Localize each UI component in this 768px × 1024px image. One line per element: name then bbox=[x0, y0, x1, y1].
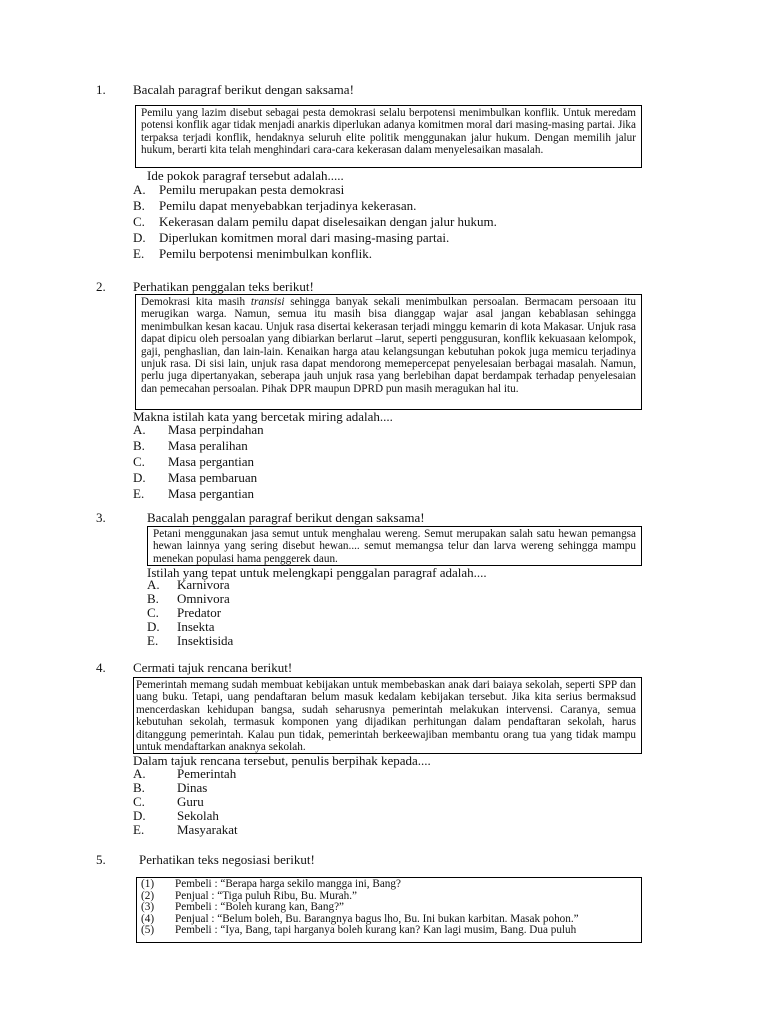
option-text: Sekolah bbox=[177, 808, 219, 823]
question-number: 4. bbox=[96, 660, 106, 675]
question-prompt: Ide pokok paragraf tersebut adalah..... bbox=[147, 168, 344, 183]
line-text: Pembeli : “Boleh kurang kan, Bang?” bbox=[175, 901, 345, 914]
option-letter: A. bbox=[133, 182, 146, 197]
line-text: Pembeli : “Iya, Bang, tapi harganya boleh kurang kan? Kan lagi musim, Bang. Dua puluh bbox=[175, 924, 577, 937]
option-text: Masyarakat bbox=[177, 822, 238, 837]
option-letter: B. bbox=[133, 198, 145, 213]
option-text: Omnivora bbox=[177, 591, 230, 606]
option-letter: C. bbox=[133, 794, 145, 809]
option-text: Pemerintah bbox=[177, 766, 237, 781]
line-text: Penjual : “Belum boleh, Bu. Barangnya bagus lho, Bu. Ini bukan karbitan. Masak pohon.” bbox=[175, 912, 579, 925]
reading-passage bbox=[147, 526, 642, 566]
answer-option[interactable] bbox=[133, 454, 264, 470]
answer-option[interactable] bbox=[133, 470, 264, 486]
option-text: Pemilu berpotensi menimbulkan konflik. bbox=[159, 246, 373, 261]
answer-option[interactable] bbox=[133, 781, 238, 795]
option-text: Pemilu dapat menyebabkan terjadinya kekerasan. bbox=[159, 198, 417, 213]
option-text: Insektisida bbox=[177, 633, 234, 648]
answer-option[interactable] bbox=[133, 230, 497, 246]
option-letter: E. bbox=[133, 486, 145, 501]
answer-option[interactable] bbox=[133, 422, 264, 438]
option-letter: C. bbox=[147, 605, 159, 620]
answer-option[interactable] bbox=[147, 606, 233, 620]
option-letter: E. bbox=[133, 822, 145, 837]
option-letter: C. bbox=[133, 214, 145, 229]
option-text: Insekta bbox=[177, 619, 215, 634]
answer-option[interactable] bbox=[133, 486, 264, 502]
passage-text: Pemerintah memang sudah membuat kebijakan untuk membebaskan anak dari baiaya sekolah, seperti SPP dan uang buku. Tetapi, uang pendaftaran belum masuk kedalam kebijakan tersebut. Jika kita serius bermaksud mencerdaskan kehidupan bangsa, sudah seharusnya pemerintah melakukan intervensi. Caranya, semua kebutuhan sekolah, termasuk komponen yang dijadikan perhitungan dalam pendaftaran sekolah, harus ditanggung pemerintah. Kalau pun tidak, pemerintah berkeewajiban membantu orang tua yang tidak mampu untuk mendaftarkan anaknya sekolah. bbox=[136, 679, 636, 754]
reading-passage bbox=[133, 677, 642, 754]
answer-option[interactable] bbox=[147, 620, 233, 634]
option-text: Masa pergantian bbox=[168, 454, 255, 469]
option-text: Masa perpindahan bbox=[168, 422, 264, 437]
line-number: (2) bbox=[141, 889, 155, 902]
question-prompt: Makna istilah kata yang bercetak miring adalah.... bbox=[133, 409, 393, 424]
option-letter: A. bbox=[147, 577, 160, 592]
answer-option[interactable] bbox=[133, 795, 238, 809]
answer-option[interactable] bbox=[133, 246, 497, 262]
option-text: Masa peralihan bbox=[168, 438, 248, 453]
option-letter: C. bbox=[133, 454, 145, 469]
answer-option[interactable] bbox=[147, 634, 233, 648]
option-letter: B. bbox=[133, 438, 145, 453]
question-number: 1. bbox=[96, 82, 106, 97]
answer-options bbox=[147, 578, 233, 648]
answer-options bbox=[133, 767, 238, 837]
option-letter: B. bbox=[147, 591, 159, 606]
answer-option[interactable] bbox=[147, 578, 233, 592]
passage-segment: sehingga banyak sekali menimbulkan persoalan. Bermacam persoaan itu merugikan warga. Namun, semua itu masih bisa dianggap wajar asal jangan kebablasan sehingga menimbulkan kesan kacau. Unjuk rasa disertai kekerasan terjadi minggu kemarin di kota Makasar. Unjuk rasa dapat dipicu oleh persoalan yang dibiarkan berlarut –larut, seperti penggusuran, konflik kekuasaan kelompok, gaji, penghaslian, dan lain-lain. Kenaikan harga atau kelangsungan kebutuhan pokok juga memicu terjadinya unjuk rasa. Di sisi lain, unjuk rasa dapat mendorong memepercepat penyelesaian berbagai masalah. Namun, perlu juga dipertanyakan, seberapa jauh unjuk rasa yang berlebihan dapat berdampak terhadap penyelesaian dan pemecahan persoalan. Pihak DPR maupun DPRD pun masih meragukan hal itu. bbox=[141, 296, 637, 395]
answer-option[interactable] bbox=[133, 438, 264, 454]
passage-text: Pemilu yang lazim disebut sebagai pesta demokrasi selalu berpotensi menimbulkan konflik. Untuk meredam potensi konflik agar tidak menjadi anarkis diperlukan adanya komitmen moral dari masing-masing partai. Jika terpaksa terjadi konflik, hendaknya seluruh elite politik menggunakan jalur hukum. Dengan memilih jalur hukum, berarti kita telah menghindari cara-cara kekerasan dalam menyelesaikan masalah. bbox=[141, 107, 636, 157]
option-text: Masa pembaruan bbox=[168, 470, 258, 485]
reading-passage bbox=[135, 294, 642, 410]
passage-text: Petani menggunakan jasa semut untuk menghalau wereng. Semut merupakan salah satu hewan pemangsa hewan lainnya yang sering disebut hewan.... semut memangsa telur dan larva wereng sehingga mampu menekan populasi hama penggerek daun. bbox=[153, 528, 636, 565]
line-number: (3) bbox=[141, 901, 155, 914]
passage-segment: Demokrasi kita masih bbox=[141, 296, 251, 308]
option-letter: A. bbox=[133, 766, 146, 781]
answer-option[interactable] bbox=[133, 182, 497, 198]
answer-option[interactable] bbox=[133, 198, 497, 214]
question-instruction: Bacalah paragraf berikut dengan saksama! bbox=[133, 82, 354, 97]
passage-text bbox=[141, 296, 636, 395]
question-instruction: Perhatikan penggalan teks berikut! bbox=[133, 279, 314, 294]
answer-options bbox=[133, 422, 264, 502]
line-number: (1) bbox=[141, 878, 155, 890]
dialogue-line bbox=[141, 925, 637, 937]
reading-passage bbox=[135, 105, 642, 168]
option-letter: E. bbox=[147, 633, 159, 648]
option-text: Kekerasan dalam pemilu dapat diselesaikan dengan jalur hukum. bbox=[159, 214, 497, 229]
question-prompt: Istilah yang tepat untuk melengkapi penggalan paragraf adalah.... bbox=[147, 565, 487, 580]
option-text: Diperlukan komitmen moral dari masing-masing partai. bbox=[159, 230, 450, 245]
option-text: Guru bbox=[177, 794, 204, 809]
option-text: Masa pergantian bbox=[168, 486, 255, 501]
question-number: 5. bbox=[96, 852, 106, 867]
negotiation-dialogue bbox=[136, 877, 642, 943]
question-number: 2. bbox=[96, 279, 106, 294]
answer-option[interactable] bbox=[133, 809, 238, 823]
question-instruction: Bacalah penggalan paragraf berikut dengan saksama! bbox=[147, 510, 425, 525]
line-number: (5) bbox=[141, 924, 155, 937]
question-number: 3. bbox=[96, 510, 106, 525]
question-instruction: Perhatikan teks negosiasi berikut! bbox=[139, 852, 315, 867]
option-letter: A. bbox=[133, 422, 146, 437]
question-prompt: Dalam tajuk rencana tersebut, penulis berpihak kepada.... bbox=[133, 753, 431, 768]
line-text: Pembeli : “Berapa harga sekilo mangga ini, Bang? bbox=[175, 878, 401, 890]
answer-option[interactable] bbox=[133, 767, 238, 781]
option-text: Dinas bbox=[177, 780, 208, 795]
option-letter: E. bbox=[133, 246, 145, 261]
line-text: Penjual : “Tiga puluh Ribu, Bu. Murah.” bbox=[175, 889, 357, 902]
option-letter: D. bbox=[147, 619, 160, 634]
italic-term: transisi bbox=[250, 296, 285, 308]
option-letter: B. bbox=[133, 780, 145, 795]
answer-option[interactable] bbox=[133, 823, 238, 837]
option-text: Karnivora bbox=[177, 577, 230, 592]
option-letter: D. bbox=[133, 470, 146, 485]
option-letter: D. bbox=[133, 230, 146, 245]
answer-option[interactable] bbox=[133, 214, 497, 230]
option-text: Pemilu merupakan pesta demokrasi bbox=[159, 182, 345, 197]
answer-options bbox=[133, 182, 497, 262]
option-letter: D. bbox=[133, 808, 146, 823]
answer-option[interactable] bbox=[147, 592, 233, 606]
line-number: (4) bbox=[141, 912, 155, 925]
option-text: Predator bbox=[177, 605, 222, 620]
question-instruction: Cermati tajuk rencana berikut! bbox=[133, 660, 293, 675]
